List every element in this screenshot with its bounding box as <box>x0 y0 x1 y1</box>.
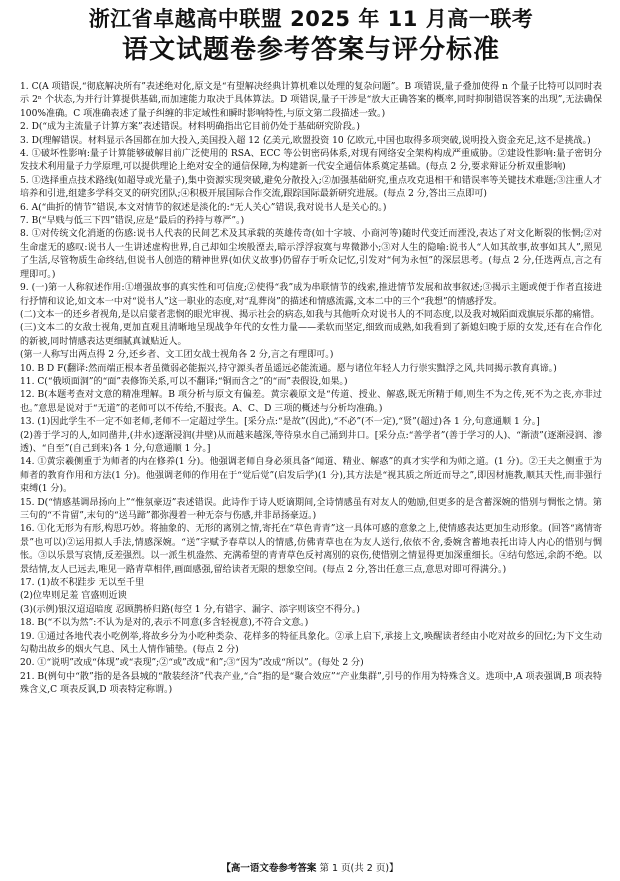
answer-5: 5. ①选择重点技术路线(如超导或光量子),集中资源实现突破,避免分散投入;②加强基础研究,重点攻克退相干和错误率等关键技术难题;③注重人才培养和引进,组建多学科交叉的研究团队;④积极开展国际合作交流,跟踪国际最新研究进展。(每点 2 分,答出三点即可) <box>20 175 602 200</box>
answer-key-title: 语文试题卷参考答案与评分标准 <box>121 35 500 65</box>
answer-2: 2. D(“成为主流量子计算方案”表述错误。材料明确指出它目前仍处于基础研究阶段。) <box>20 122 360 133</box>
answer-9-scoring: (第一人称写出两点得 2 分,还乡者、文工团女战士视角各 2 分,言之有理即可。) <box>20 350 334 361</box>
answer-11: 11. C(“俄顷面洞”的“面”表修饰关系,可以不翻译;“铜而含之”的“而”表假设,如果。) <box>20 376 348 387</box>
answer-17-1: 17. (1)故不积跬步 无以至千里 <box>20 578 145 589</box>
answer-4: 4. ①破坏性影响:量子计算能够破解目前广泛使用的 RSA、ECC 等公钥密码体系,对现有网络安全架构构成严重威胁。②建设性影响:量子密钥分发技术利用量子力学原理,可以提供理论上绝对安全的通信保障,为构建新一代安全通信体系奠定基础。(每点 2 分,要求辩证分析双重影响) <box>20 149 602 173</box>
answer-list <box>20 81 602 841</box>
answer-7: 7. B(“早贱与低三下四”错误,应是“最后的矜持与尊严”。) <box>20 216 245 227</box>
answer-10: 10. B D F(翻译:然而端正根本者虽微弱必能振兴,持守源头者虽遥远必能流通。愿与诸位年轻人力行崇实黜浮之风,共同揭示教育真谛。) <box>20 363 557 374</box>
answer-16: 16. ①化无形为有形,构思巧妙。将抽象的、无形的离别之情,寄托在“草色青青”这一具体可感的意象之上,使情感表达更加生动形象。(回答“离情寄景”也可以)②运用拟人手法,情感深婉。“送”字赋予春草以人的情感,仿佛青草也在为友人送行,依依不舍,委婉含蓄地表托出诗人内心的惜别与惆怅。③以乐景写哀情,反差强烈。以一派生机盎然、充满希望的青青草色反衬离别的哀伤,使惜别之情显得更加深重细长。④结句悠远,余韵不绝。以景结情,友人已远去,唯见一路青草相伴,画面感强,留给读者无限的想象空间。(每点 2 分,答出任意三点,意思对即可得满分。) <box>20 524 602 575</box>
answer-13-2: (2)善于学习的人,如同凿井,(井水)逐渐浸润(井壁)从而越来越深,等待泉水自己涌到井口。[采分点:“善学者”(善于学习的人)、“渐渍”(逐渐浸润、渗透)、“自至”(自己到来)各 1 分,句意通顺 1 分。] <box>20 430 602 454</box>
exam-title: 浙江省卓越高中联盟 2025 年 11 月高一联考 <box>88 7 534 31</box>
answer-12: 12. B(本题考查对文意的精准理解。B 项分析与原文有偏差。黄宗羲原文是“传道、授业、解惑,既无所精于师,则生不为之传,死不为之丧,亦非过也。”意思是说对于“无道”的老师可以不传给,不服丧。A、C、D 三项的概述与分析均准确。) <box>20 390 602 414</box>
answer-3: 3. D(理解错误。材料显示各国都在加大投入,美国投入超 12 亿美元,欧盟投资 10 亿欧元,中国也取得多项突破,说明投入资金充足,这不是挑战。) <box>20 135 591 146</box>
answer-19: 19. ①通过各地代表小吃例举,将故乡分为小吃种类杂、花样多的特征具象化。②承上启下,承接上文,唤醒读者经由小吃对故乡的回忆;为下文生动勾勒出故乡的烟火气息、风土人情作铺垫。(每点 2 分) <box>20 631 602 656</box>
answer-20: 20. ①“说明”改成“体现”或“表现”;②“或”改成“和”;③“因为”改成“所以”。(每处 2 分) <box>20 658 364 669</box>
answer-9-part1: 9. (一)第一人称叙述作用:①增强故事的真实性和可信度;②使得“我”成为串联情节的线索,推进情节发展和故事叙述;③揭示主题或便于作者直接进行抒情和议论,如文本一中对“说书人”这一职业的态度,对“乱葬岗”的描述和情感流露,文本二中的三个“我想”的情感抒发。 <box>20 283 602 307</box>
answer-15: 15. D(“情感基调昂扬向上”“惟氛豪迈”表述错误。此诗作于诗人贬谪期间,全诗情感虽有对友人的勉励,但更多的是含蓄深婉的惜别与惆怅之情。第三句的“不肯留”,末句的“送马蹄”都弥漫着一种无奈与伤感,并非昂扬豪迈。) <box>20 497 602 521</box>
answer-1: 1. C(A 项错误,“彻底解决所有”表述绝对化,原文是“有望解决经典计算机难以处理的复杂问题”。B 项错误,量子叠加使得 n 个量子比特可以同时表示 2ⁿ 个状态,为并行计算提供基础,而加速能力取决于具体算法。D 项错误,量子干涉是“放大正确答案的概率,同时抑制错误答案的出现”,无法确保 100%准确。C 项准确表述了量子纠缠的非定域性和瞬时影响特性,与原文第二段描述一致。) <box>20 82 602 119</box>
answer-14: 14. ①黄宗羲侧重于为师者的内在修养(1 分)。他强调老师自身必须具备“闻道、精业、解惑”的真才实学和为师之道。(1 分)。②王夫之侧重于为师者的教育作用和方法(1 分)。他强调老师的作用在于“觉后觉”(启发后学)(1 分),其方法是“视其质之所近而导之”,即因材施教,顺其天性,而非强行束缚(1 分)。 <box>20 457 602 495</box>
answer-9-part2: (二)文本一的还乡者视角,是以启蒙者悲悯的眼光审视、揭示社会的病态,如我与其他听众对说书人的不同态度,以及我对城陌面戏旗辰乐都的痛惜。 <box>20 309 600 320</box>
answer-8: 8. ①对传统文化消逝的伤感:说书人代表的民间艺术及其承载的英雄传奇(如十字坡、小商河等)随时代变迁而湮没,表达了对文化断裂的怅惘;②对生命虚无的感叹:说书人一生讲述虚构世界,自己却如尘埃般湮去,暗示浮浮寂寞与卑微渺小;③对人生的隐喻:说书人“人如其故事,故事如其人”,照见了生活,尽管物质生命终结,但说书人创造的精神世界(如伏义故事)仍留存于听众记忆,引发对“何为永恒”的深层思考。(每点 2 分,任选两点,言之有理即可。) <box>20 229 602 280</box>
footer-page-number: 第 1 页(共 2 页)】 <box>319 863 399 874</box>
page-footer <box>0 860 620 874</box>
answer-6: 6. A(“曲折的情节”错误,本文对情节的叙述是淡化的:“无人关心”错误,我对说书人是关心的。) <box>20 202 387 213</box>
answer-9-part3: (三)文本二的女敌士视角,更加直观且清晰地呈现战争年代的女性力量——柔软而坚定,细致而成熟,如我看到了新媳妇晚于原的女发,还有在合作化的新被,同时情感表达更细腻真诚贴近人。 <box>20 323 602 347</box>
answer-13-1: 13. (1)因此学生不一定不如老师,老师不一定超过学生。[采分点:“是故”(因此),“不必”(不一定),“贤”(超过)各 1 分,句意通顺 1 分。] <box>20 417 540 428</box>
answer-21: 21. B(例句中“散”指的是各县城的“散装经济”代表产业,“合”指的是“聚合效应”“产业集群”,引号的作用为特殊含义。选项中,A 项表强调,B 项表特殊含义,C 项表反讽,D 项表特定称谓。) <box>20 671 602 696</box>
answer-17-2: (2)位卑则足羞 官盛则近谀 <box>20 591 127 602</box>
answer-18: 18. B(“不以为然”:不认为是对的,表示不同意(多含轻视意),不符合文意。) <box>20 618 309 629</box>
footer-title: 【高一语文卷参考答案 <box>221 863 317 874</box>
answer-17-3: (3)(示例)银汉迢迢暗度 忍顾鹊桥归路(每空 1 分,有错字、漏字、添字则该空不得分。) <box>20 604 360 615</box>
